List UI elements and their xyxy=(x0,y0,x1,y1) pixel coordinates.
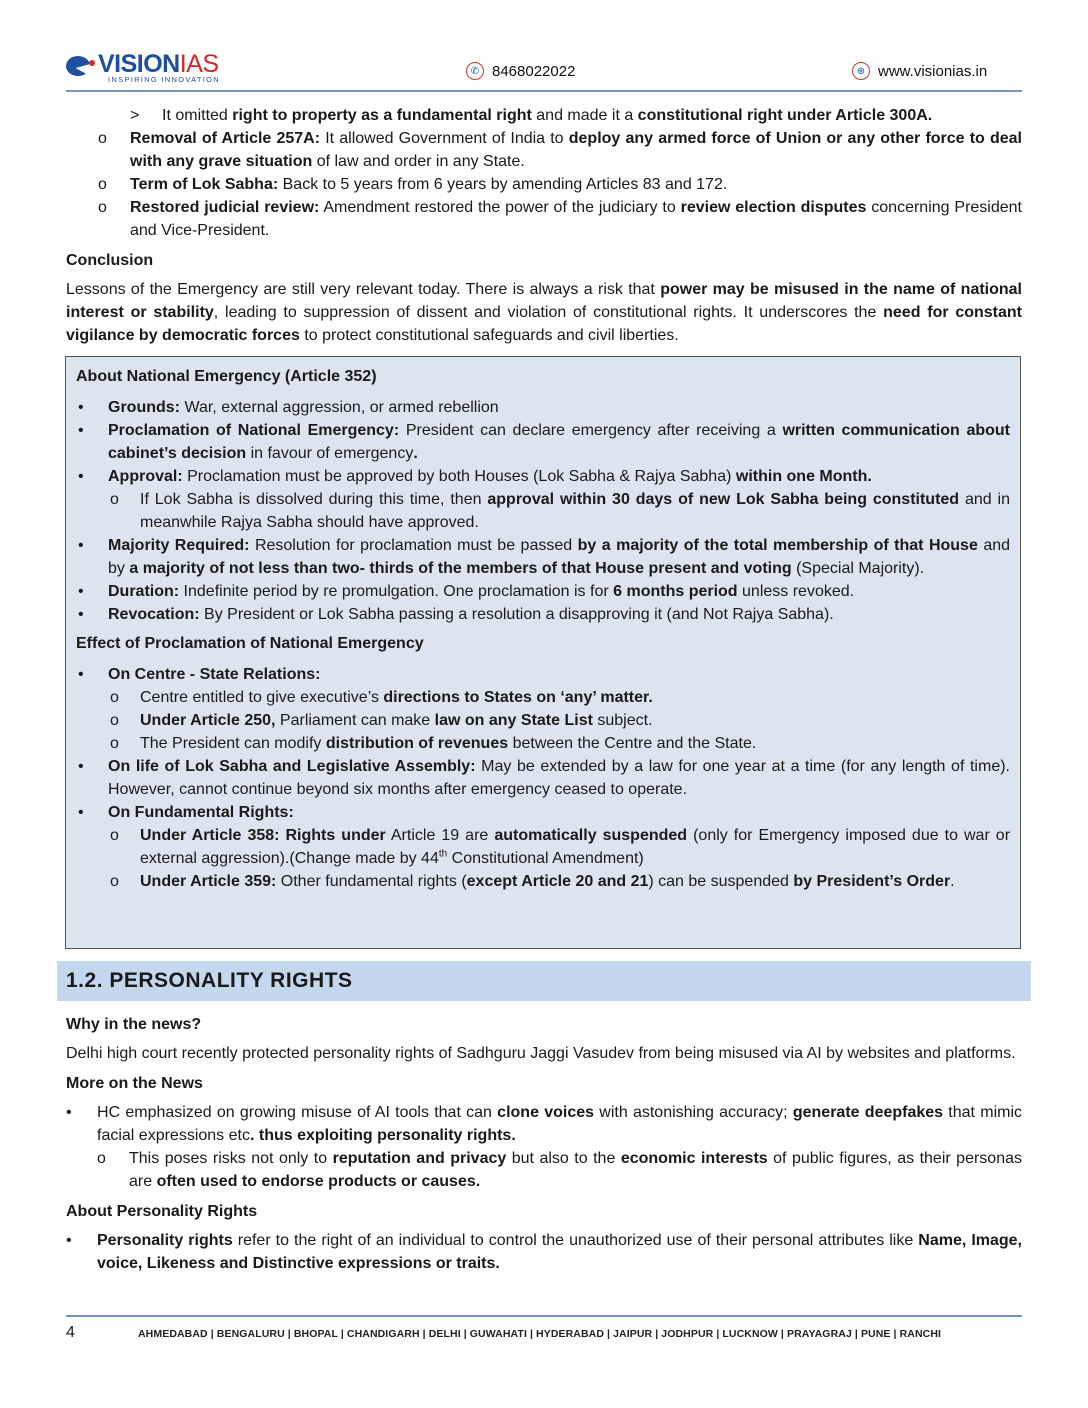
circle-bullet-icon: o xyxy=(110,873,119,890)
circle-bullet-icon: o xyxy=(110,712,119,729)
circle-bullet-icon: o xyxy=(98,176,107,193)
box-subheading: Effect of Proclamation of National Emergency xyxy=(76,635,424,652)
circle-bullet-icon: o xyxy=(98,130,107,147)
circle-bullet-icon: o xyxy=(110,827,119,844)
list-item: o If Lok Sabha is dissolved during this time, then approval within 30 days of new Lok Sabha being constituted and in meanwhile Rajya Sabha should have approved. xyxy=(76,488,1010,534)
bullet-icon: • xyxy=(78,583,84,600)
list-item: o Restored judicial review: Amendment restored the power of the judiciary to review election disputes concerning President and Vice-President. xyxy=(66,196,1022,242)
why-paragraph: Delhi high court recently protected personality rights of Sadhguru Jaggi Vasudev from being misused via AI by websites and platforms. xyxy=(66,1045,1016,1062)
phone-icon: ✆ xyxy=(466,62,484,80)
header-website-link[interactable] xyxy=(852,62,987,80)
header-divider xyxy=(66,90,1022,92)
conclusion-paragraph: Lessons of the Emergency are still very relevant today. There is always a risk that power may be misused in the name of national interest or stability, leading to suppression of dissent and violation of constitutional rights. It underscores the need for constant vigilance by democratic forces to protect constitutional safeguards and civil liberties. xyxy=(66,281,1023,344)
list-item: • On Fundamental Rights: xyxy=(76,801,1010,824)
circle-bullet-icon: o xyxy=(97,1150,106,1167)
list-item: • On life of Lok Sabha and Legislative Assembly: May be extended by a law for one year at a time (for any length of time). However, cannot continue beyond six months after emergency ceased to operate. xyxy=(76,755,1010,801)
list-item: o Under Article 358: Rights under Article 19 are automatically suspended (only for Emergency imposed due to war or external aggression).(Change made by 44th Constitutional Amendment) xyxy=(76,824,1010,870)
about-heading: About Personality Rights xyxy=(66,1203,258,1220)
conclusion-heading: Conclusion xyxy=(66,252,154,269)
why-heading: Why in the news? xyxy=(66,1016,202,1033)
bullet-icon: • xyxy=(78,758,84,775)
list-item: • HC emphasized on growing misuse of AI tools that can clone voices with astonishing accuracy; generate deepfakes that mimic facial expressions etc. thus exploiting personality rights. xyxy=(66,1101,1022,1147)
list-item: • Approval: Proclamation must be approved by both Houses (Lok Sabha & Rajya Sabha) within one Month. xyxy=(76,465,1010,488)
visionias-logo xyxy=(66,52,220,84)
section-title-bar xyxy=(57,961,1031,1001)
national-emergency-box xyxy=(65,356,1021,949)
website-url: www.visionias.in xyxy=(878,62,988,80)
circle-bullet-icon: o xyxy=(110,735,119,752)
main-content xyxy=(66,104,1022,347)
list-item: > It omitted right to property as a fundamental right and made it a constitutional right under Article 300A. xyxy=(66,104,1022,127)
bullet-icon: • xyxy=(78,606,84,623)
box-heading: About National Emergency (Article 352) xyxy=(76,368,377,385)
bullet-icon: • xyxy=(66,1232,72,1249)
list-item: • Majority Required: Resolution for proclamation must be passed by a majority of the total membership of that House and by a majority of not less than two- thirds of the members of that House present and voting (Special Majority). xyxy=(76,534,1010,580)
circle-bullet-icon: o xyxy=(110,689,119,706)
bullet-icon: • xyxy=(66,1104,72,1121)
bullet-icon: • xyxy=(78,468,84,485)
list-item: o Under Article 359: Other fundamental rights (except Article 20 and 21) can be suspended by President’s Order. xyxy=(76,870,1010,893)
list-item: o Centre entitled to give executive’s directions to States on ‘any’ matter. xyxy=(76,686,1010,709)
list-item: • Revocation: By President or Lok Sabha passing a resolution a disapproving it (and Not Rajya Sabha). xyxy=(76,603,1010,626)
bullet-icon: • xyxy=(78,537,84,554)
page-number: 4 xyxy=(66,1324,75,1341)
bullet-icon: • xyxy=(78,399,84,416)
globe-icon: ⊕ xyxy=(852,62,870,80)
logo-word-ias: IAS xyxy=(179,50,219,78)
personality-rights-content xyxy=(66,1013,1022,1275)
bullet-icon: • xyxy=(78,422,84,439)
more-heading: More on the News xyxy=(66,1075,203,1092)
list-item: • Personality rights refer to the right of an individual to control the unauthorized use of their personal attributes like Name, Image, voice, Likeness and Distinctive expressions or traits. xyxy=(66,1229,1022,1275)
list-item: o This poses risks not only to reputation and privacy but also to the economic interests of public figures, as their personas are often used to endorse products or causes. xyxy=(66,1147,1022,1193)
footer-cities: AHMEDABAD | BENGALURU | BHOPAL | CHANDIGARH | DELHI | GUWAHATI | HYDERABAD | JAIPUR | JODHPUR | LUCKNOW | PRAYAGRAJ | PUNE | RANCHI xyxy=(138,1328,942,1340)
footer-divider xyxy=(66,1315,1022,1317)
section-title: 1.2. PERSONALITY RIGHTS xyxy=(66,969,353,992)
list-item: • Grounds: War, external aggression, or armed rebellion xyxy=(76,396,1010,419)
list-item: o Under Article 250, Parliament can make law on any State List subject. xyxy=(76,709,1010,732)
logo-word-vision: VISION xyxy=(98,50,180,78)
list-item: o Term of Lok Sabha: Back to 5 years from 6 years by amending Articles 83 and 172. xyxy=(66,173,1022,196)
list-item: o Removal of Article 257A: It allowed Government of India to deploy any armed force of Union or any other force to deal with any grave situation of law and order in any State. xyxy=(66,127,1022,173)
logo-swoosh-icon xyxy=(66,52,96,80)
phone-number: 8468022022 xyxy=(492,62,576,80)
logo-tagline: INSPIRING INNOVATION xyxy=(108,75,220,84)
list-item: • Proclamation of National Emergency: President can declare emergency after receiving a written communication about cabinet’s decision in favour of emergency. xyxy=(76,419,1010,465)
page-header xyxy=(66,50,1022,90)
list-item: • Duration: Indefinite period by re promulgation. One proclamation is for 6 months period unless revoked. xyxy=(76,580,1010,603)
circle-bullet-icon: o xyxy=(110,491,119,508)
circle-bullet-icon: o xyxy=(98,199,107,216)
header-phone[interactable] xyxy=(466,62,575,80)
bullet-icon: • xyxy=(78,666,84,683)
list-item: • On Centre - State Relations: xyxy=(76,663,1010,686)
arrow-bullet-icon: > xyxy=(130,107,140,124)
bullet-icon: • xyxy=(78,804,84,821)
list-item: o The President can modify distribution of revenues between the Centre and the State. xyxy=(76,732,1010,755)
